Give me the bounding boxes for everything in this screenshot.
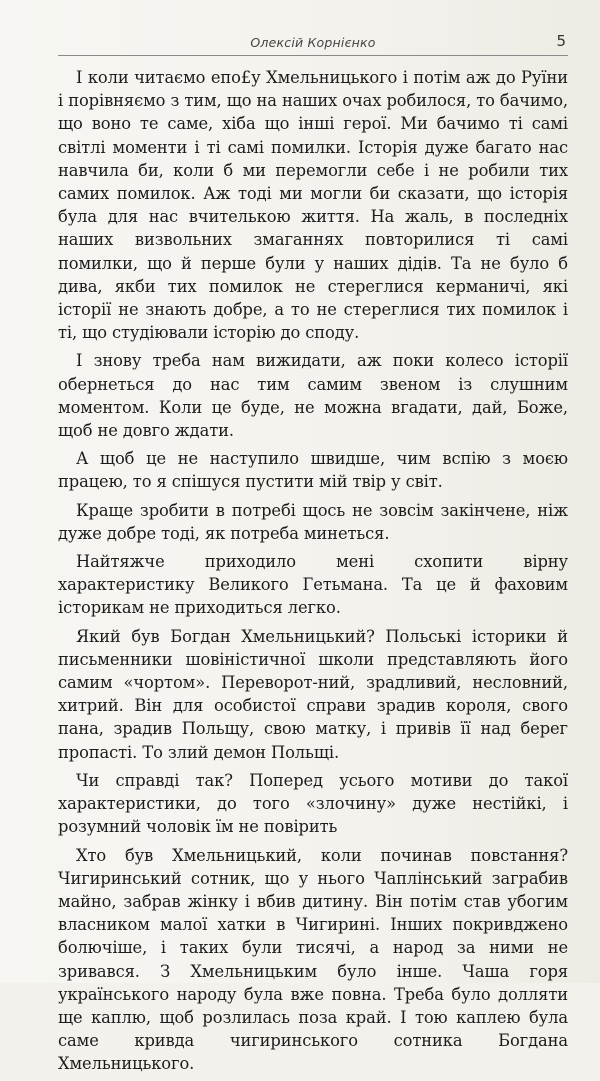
paragraph: Чи справді так? Поперед усього мотиви до такої характеристики, до того «злочину» дуже нестійкі, і розумний чоловік їм не повірить (58, 770, 568, 837)
paragraph: І коли читаємо епо£у Хмельницького і потім аж до Руїни і порівняємо з тим, що на наших очах робилося, то бачимо, що воно те саме, хіба що інші герої. Ми бачимо ті самі світлі моменти і ті самі помилки. Історія дуже багато нас навчила би, коли б ми перемогли себе і не робили тих самих помилок. Аж тоді ми могли би сказати, що історія була для нас вчителькою життя. На жаль, в последніх наших визвольних змаганнях повторилися ті самі помилки, що й перше були у наших дідів. Та не було б дива, якби тих помилок не стереглися керманичі, які історії не знають добре, а то не стереглися тих помилок і ті, що студіювали історію до споду. (58, 68, 568, 343)
body-text (58, 66, 568, 1081)
running-header (58, 33, 568, 56)
author-name: Олексій Корнієнко (250, 35, 376, 50)
paragraph: Хто був Хмельницький, коли починав повстання? Чигиринський сотник, що у нього Чаплінський заграбив майно, забрав жінку і вбив дитину. Він потім став убогим власником малої хатки в Чигирині. Інших покривджено болючіше, і таких були тисячі, а народ за ними не зривався. З Хмельницьким було інше. Чаша горя українського народу була вже повна. Треба було долляти ще каплю, щоб розлилась поза край. І тою каплею була саме кривда чигиринського сотника Богдана Хмельницького. (58, 845, 568, 1074)
paragraph: Краще зробити в потребі щось не зовсім закінчене, ніж дуже добре тоді, як потреба минеться. (58, 500, 568, 543)
page-number: 5 (556, 32, 566, 50)
paragraph: Найтяжче приходило мені схопити вірну характеристику Великого Гетьмана. Та це й фаховим історикам не приходиться легко. (58, 552, 568, 618)
paragraph: Який був Богдан Хмельницький? Польські історики й письменники шовіністичної школи представляють його самим «чортом». Переворот-ний, зрадливий, несловний, хитрий. Він для особистої справи зрадив короля, свого пана, зрадив Польщу, свою матку, і привів її над берег пропасті. То злий демон Польщі. (58, 626, 568, 762)
paragraph: А щоб це не наступило швидше, чим вспію з моєю працею, то я спішуся пустити мій твір у світ. (58, 449, 568, 492)
paragraph: І знову треба нам вижидати, аж поки колесо історії обернеться до нас тим самим звеном із слушним моментом. Коли це буде, не можна вгадати, дай, Боже, щоб не довго ждати. (58, 351, 568, 441)
